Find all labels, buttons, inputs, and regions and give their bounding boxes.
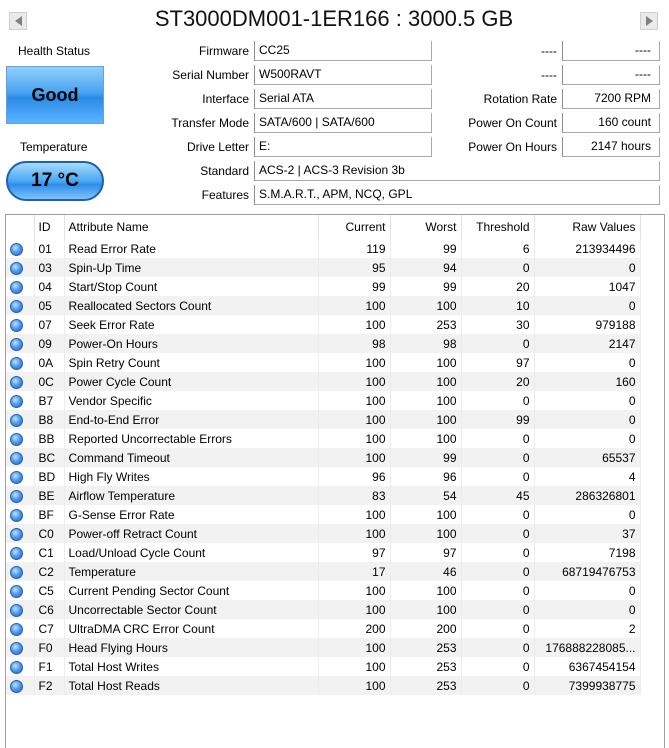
- status-cell: [6, 600, 34, 619]
- cell-attribute-name: Reported Uncorrectable Errors: [64, 429, 318, 448]
- cell-attribute-name: Temperature: [64, 562, 318, 581]
- header-raw-values[interactable]: Raw Values: [534, 215, 640, 239]
- status-cell: [6, 372, 34, 391]
- good-status-dot-icon: [10, 661, 23, 674]
- cell-current: 96: [318, 467, 390, 486]
- cell-worst: 98: [390, 334, 461, 353]
- cell-id: C0: [34, 524, 64, 543]
- table-row[interactable]: [6, 543, 640, 562]
- cell-worst: 96: [390, 467, 461, 486]
- table-row[interactable]: [6, 315, 640, 334]
- good-status-dot-icon: [10, 281, 23, 294]
- good-status-dot-icon: [10, 376, 23, 389]
- table-row[interactable]: [6, 372, 640, 391]
- temperature-value[interactable]: 17 °C: [6, 161, 104, 201]
- cell-raw-value: 2147: [534, 334, 640, 353]
- cell-id: 0C: [34, 372, 64, 391]
- table-row[interactable]: [6, 581, 640, 600]
- interface-field: Serial ATA: [254, 89, 432, 109]
- power-on-hours-label: Power On Hours: [468, 140, 557, 154]
- cell-worst: 200: [390, 619, 461, 638]
- cell-attribute-name: End-to-End Error: [64, 410, 318, 429]
- cell-raw-value: 0: [534, 429, 640, 448]
- cell-raw-value: 160: [534, 372, 640, 391]
- rotation-rate-field: 7200 RPM: [562, 89, 660, 109]
- previous-disk-button[interactable]: [9, 12, 27, 30]
- cell-threshold: 0: [461, 581, 534, 600]
- cell-raw-value: 0: [534, 410, 640, 429]
- cell-raw-value: 4: [534, 467, 640, 486]
- good-status-dot-icon: [10, 433, 23, 446]
- cell-current: 100: [318, 448, 390, 467]
- cell-current: 100: [318, 391, 390, 410]
- cell-threshold: 0: [461, 619, 534, 638]
- good-status-dot-icon: [10, 300, 23, 313]
- cell-current: 200: [318, 619, 390, 638]
- cell-current: 100: [318, 505, 390, 524]
- cell-attribute-name: Command Timeout: [64, 448, 318, 467]
- cell-threshold: 0: [461, 524, 534, 543]
- cell-worst: 100: [390, 296, 461, 315]
- header-worst[interactable]: Worst: [390, 215, 461, 239]
- cell-id: B7: [34, 391, 64, 410]
- table-header-row: [6, 215, 640, 239]
- cell-raw-value: 0: [534, 505, 640, 524]
- cell-threshold: 0: [461, 334, 534, 353]
- cell-current: 119: [318, 239, 390, 258]
- cell-raw-value: 7198: [534, 543, 640, 562]
- cell-threshold: 97: [461, 353, 534, 372]
- cell-raw-value: 7399938775: [534, 676, 640, 695]
- table-row[interactable]: [6, 638, 640, 657]
- good-status-dot-icon: [10, 547, 23, 560]
- good-status-dot-icon: [10, 357, 23, 370]
- good-status-dot-icon: [10, 338, 23, 351]
- cell-raw-value: 0: [534, 581, 640, 600]
- cell-attribute-name: Total Host Writes: [64, 657, 318, 676]
- cell-attribute-name: Head Flying Hours: [64, 638, 318, 657]
- good-status-dot-icon: [10, 528, 23, 541]
- cell-raw-value: 286326801: [534, 486, 640, 505]
- status-cell: [6, 258, 34, 277]
- reserved-field-1: ----: [562, 41, 660, 61]
- cell-worst: 100: [390, 600, 461, 619]
- header-threshold[interactable]: Threshold: [461, 215, 534, 239]
- status-cell: [6, 581, 34, 600]
- power-on-count-label: Power On Count: [468, 116, 557, 130]
- good-status-dot-icon: [10, 490, 23, 503]
- reserved-field-2: ----: [562, 65, 660, 85]
- drive-letter-label: Drive Letter: [186, 140, 249, 154]
- cell-attribute-name: Vendor Specific: [64, 391, 318, 410]
- cell-attribute-name: Total Host Reads: [64, 676, 318, 695]
- cell-current: 100: [318, 410, 390, 429]
- cell-threshold: 0: [461, 600, 534, 619]
- cell-attribute-name: Read Error Rate: [64, 239, 318, 258]
- status-cell: [6, 429, 34, 448]
- cell-threshold: 0: [461, 543, 534, 562]
- status-cell: [6, 315, 34, 334]
- table-row[interactable]: [6, 600, 640, 619]
- firmware-field: CC25: [254, 41, 432, 61]
- cell-id: BB: [34, 429, 64, 448]
- features-field: S.M.A.R.T., APM, NCQ, GPL: [254, 185, 660, 205]
- status-cell: [6, 543, 34, 562]
- table-row[interactable]: [6, 524, 640, 543]
- cell-current: 100: [318, 676, 390, 695]
- cell-threshold: 0: [461, 562, 534, 581]
- table-row[interactable]: [6, 277, 640, 296]
- cell-threshold: 0: [461, 638, 534, 657]
- cell-attribute-name: Start/Stop Count: [64, 277, 318, 296]
- cell-attribute-name: High Fly Writes: [64, 467, 318, 486]
- cell-raw-value: 0: [534, 296, 640, 315]
- cell-threshold: 20: [461, 277, 534, 296]
- status-cell: [6, 353, 34, 372]
- status-cell: [6, 410, 34, 429]
- cell-threshold: 10: [461, 296, 534, 315]
- header-attribute-name[interactable]: Attribute Name: [64, 215, 318, 239]
- cell-id: BE: [34, 486, 64, 505]
- good-status-dot-icon: [10, 395, 23, 408]
- standard-field: ACS-2 | ACS-3 Revision 3b: [254, 161, 660, 181]
- table-row[interactable]: [6, 505, 640, 524]
- cell-raw-value: 2: [534, 619, 640, 638]
- cell-worst: 99: [390, 277, 461, 296]
- status-cell: [6, 638, 34, 657]
- cell-worst: 100: [390, 391, 461, 410]
- cell-id: 03: [34, 258, 64, 277]
- table-row[interactable]: [6, 486, 640, 505]
- cell-id: C5: [34, 581, 64, 600]
- next-disk-button[interactable]: [640, 12, 658, 30]
- cell-threshold: 0: [461, 258, 534, 277]
- cell-threshold: 0: [461, 505, 534, 524]
- disk-title: ST3000DM001-1ER166 : 3000.5 GB: [154, 6, 514, 31]
- cell-current: 100: [318, 429, 390, 448]
- cell-threshold: 30: [461, 315, 534, 334]
- cell-worst: 99: [390, 448, 461, 467]
- cell-raw-value: 979188: [534, 315, 640, 334]
- cell-current: 100: [318, 600, 390, 619]
- cell-current: 99: [318, 277, 390, 296]
- drive-letter-field: E:: [254, 137, 432, 157]
- reserved-label-2: ----: [541, 68, 557, 82]
- features-label: Features: [201, 188, 249, 202]
- cell-threshold: 0: [461, 448, 534, 467]
- cell-id: F1: [34, 657, 64, 676]
- cell-id: F0: [34, 638, 64, 657]
- cell-attribute-name: Power Cycle Count: [64, 372, 318, 391]
- cell-id: C6: [34, 600, 64, 619]
- cell-worst: 253: [390, 315, 461, 334]
- good-status-dot-icon: [10, 452, 23, 465]
- cell-id: F2: [34, 676, 64, 695]
- cell-current: 100: [318, 315, 390, 334]
- cell-id: 04: [34, 277, 64, 296]
- smart-attributes-table[interactable]: [5, 214, 665, 748]
- status-cell: [6, 239, 34, 258]
- status-cell: [6, 486, 34, 505]
- cell-worst: 253: [390, 657, 461, 676]
- cell-id: BC: [34, 448, 64, 467]
- cell-id: 0A: [34, 353, 64, 372]
- header-current[interactable]: Current: [318, 215, 390, 239]
- cell-current: 98: [318, 334, 390, 353]
- status-cell: [6, 676, 34, 695]
- good-status-dot-icon: [10, 471, 23, 484]
- table-row[interactable]: [6, 334, 640, 353]
- cell-worst: 54: [390, 486, 461, 505]
- cell-current: 100: [318, 657, 390, 676]
- cell-threshold: 20: [461, 372, 534, 391]
- cell-worst: 100: [390, 372, 461, 391]
- good-status-dot-icon: [10, 509, 23, 522]
- cell-id: 09: [34, 334, 64, 353]
- cell-current: 100: [318, 638, 390, 657]
- table-row[interactable]: [6, 619, 640, 638]
- cell-id: 01: [34, 239, 64, 258]
- cell-worst: 100: [390, 429, 461, 448]
- status-cell: [6, 296, 34, 315]
- cell-current: 100: [318, 296, 390, 315]
- power-on-count-field: 160 count: [562, 113, 660, 133]
- good-status-dot-icon: [10, 680, 23, 693]
- cell-raw-value: 65537: [534, 448, 640, 467]
- good-status-dot-icon: [10, 319, 23, 332]
- status-cell: [6, 505, 34, 524]
- cell-current: 95: [318, 258, 390, 277]
- status-cell: [6, 562, 34, 581]
- cell-raw-value: 37: [534, 524, 640, 543]
- cell-raw-value: 0: [534, 600, 640, 619]
- transfer-mode-field: SATA/600 | SATA/600: [254, 113, 432, 133]
- cell-current: 83: [318, 486, 390, 505]
- health-status-button[interactable]: Good: [6, 66, 104, 124]
- temperature-label: Temperature: [20, 140, 88, 154]
- cell-raw-value: 68719476753: [534, 562, 640, 581]
- cell-worst: 94: [390, 258, 461, 277]
- arrow-left-icon: [15, 16, 22, 26]
- cell-threshold: 99: [461, 410, 534, 429]
- cell-current: 100: [318, 353, 390, 372]
- header-id[interactable]: ID: [34, 215, 64, 239]
- cell-worst: 99: [390, 239, 461, 258]
- cell-current: 100: [318, 372, 390, 391]
- smart-table: [6, 215, 641, 695]
- table-row[interactable]: [6, 391, 640, 410]
- cell-worst: 100: [390, 505, 461, 524]
- cell-current: 97: [318, 543, 390, 562]
- cell-threshold: 0: [461, 391, 534, 410]
- cell-threshold: 0: [461, 676, 534, 695]
- good-status-dot-icon: [10, 604, 23, 617]
- table-row[interactable]: [6, 562, 640, 581]
- cell-current: 17: [318, 562, 390, 581]
- cell-raw-value: 6367454154: [534, 657, 640, 676]
- cell-attribute-name: Current Pending Sector Count: [64, 581, 318, 600]
- cell-id: 07: [34, 315, 64, 334]
- cell-attribute-name: Spin-Up Time: [64, 258, 318, 277]
- table-row[interactable]: [6, 467, 640, 486]
- cell-id: BF: [34, 505, 64, 524]
- cell-raw-value: 213934496: [534, 239, 640, 258]
- good-status-dot-icon: [10, 566, 23, 579]
- cell-threshold: 6: [461, 239, 534, 258]
- cell-threshold: 0: [461, 657, 534, 676]
- rotation-rate-label: Rotation Rate: [483, 92, 557, 106]
- table-row[interactable]: [6, 239, 640, 258]
- cell-attribute-name: Load/Unload Cycle Count: [64, 543, 318, 562]
- firmware-label: Firmware: [199, 44, 249, 58]
- power-on-hours-field: 2147 hours: [562, 137, 660, 157]
- cell-raw-value: 1047: [534, 277, 640, 296]
- cell-attribute-name: Power-off Retract Count: [64, 524, 318, 543]
- status-cell: [6, 524, 34, 543]
- cell-raw-value: 176888228085...: [534, 638, 640, 657]
- serial-number-field: W500RAVT: [254, 65, 432, 85]
- table-row[interactable]: [6, 410, 640, 429]
- cell-attribute-name: Power-On Hours: [64, 334, 318, 353]
- cell-worst: 46: [390, 562, 461, 581]
- table-row[interactable]: [6, 429, 640, 448]
- cell-attribute-name: G-Sense Error Rate: [64, 505, 318, 524]
- cell-worst: 97: [390, 543, 461, 562]
- table-row[interactable]: [6, 676, 640, 695]
- cell-attribute-name: Seek Error Rate: [64, 315, 318, 334]
- good-status-dot-icon: [10, 623, 23, 636]
- health-status-label: Health Status: [18, 44, 91, 58]
- cell-worst: 253: [390, 638, 461, 657]
- table-row[interactable]: [6, 448, 640, 467]
- status-cell: [6, 467, 34, 486]
- cell-attribute-name: UltraDMA CRC Error Count: [64, 619, 318, 638]
- transfer-mode-label: Transfer Mode: [171, 116, 249, 130]
- interface-label: Interface: [202, 92, 249, 106]
- cell-worst: 100: [390, 581, 461, 600]
- cell-id: 05: [34, 296, 64, 315]
- table-row[interactable]: [6, 296, 640, 315]
- table-row[interactable]: [6, 657, 640, 676]
- good-status-dot-icon: [10, 642, 23, 655]
- header-status[interactable]: [6, 215, 34, 239]
- cell-id: C7: [34, 619, 64, 638]
- status-cell: [6, 657, 34, 676]
- status-cell: [6, 391, 34, 410]
- good-status-dot-icon: [10, 243, 23, 256]
- cell-attribute-name: Uncorrectable Sector Count: [64, 600, 318, 619]
- arrow-right-icon: [646, 16, 653, 26]
- cell-raw-value: 0: [534, 258, 640, 277]
- reserved-label-1: ----: [541, 44, 557, 58]
- cell-worst: 100: [390, 524, 461, 543]
- table-row[interactable]: [6, 353, 640, 372]
- cell-attribute-name: Airflow Temperature: [64, 486, 318, 505]
- serial-number-label: Serial Number: [172, 68, 249, 82]
- cell-attribute-name: Spin Retry Count: [64, 353, 318, 372]
- cell-id: C1: [34, 543, 64, 562]
- cell-current: 100: [318, 581, 390, 600]
- status-cell: [6, 277, 34, 296]
- cell-id: C2: [34, 562, 64, 581]
- cell-attribute-name: Reallocated Sectors Count: [64, 296, 318, 315]
- cell-worst: 100: [390, 353, 461, 372]
- cell-id: BD: [34, 467, 64, 486]
- cell-current: 100: [318, 524, 390, 543]
- good-status-dot-icon: [10, 262, 23, 275]
- cell-raw-value: 0: [534, 353, 640, 372]
- cell-worst: 253: [390, 676, 461, 695]
- status-cell: [6, 448, 34, 467]
- cell-threshold: 0: [461, 467, 534, 486]
- status-cell: [6, 619, 34, 638]
- cell-id: B8: [34, 410, 64, 429]
- standard-label: Standard: [200, 164, 249, 178]
- cell-threshold: 45: [461, 486, 534, 505]
- good-status-dot-icon: [10, 585, 23, 598]
- cell-raw-value: 0: [534, 391, 640, 410]
- table-row[interactable]: [6, 258, 640, 277]
- good-status-dot-icon: [10, 414, 23, 427]
- status-cell: [6, 334, 34, 353]
- cell-threshold: 0: [461, 429, 534, 448]
- cell-worst: 100: [390, 410, 461, 429]
